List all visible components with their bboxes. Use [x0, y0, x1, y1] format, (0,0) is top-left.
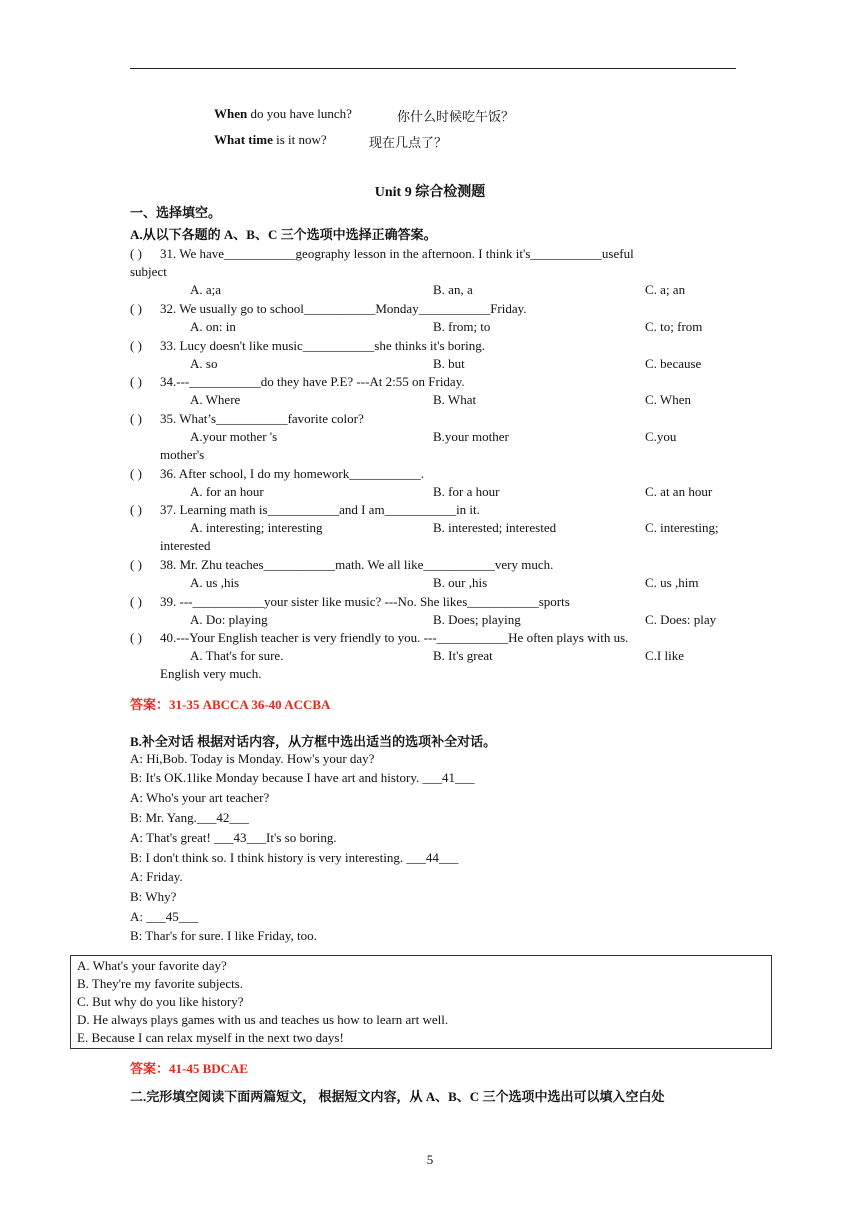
option-c: C.you: [645, 429, 677, 444]
intro-rest: do you have lunch?: [247, 106, 352, 121]
question-stem: 39. ---___________your sister like music? ---No. She likes___________sports: [160, 594, 570, 609]
question-stem: 36. After school, I do my homework___________.: [160, 466, 424, 481]
question-stem: 35. What’s___________favorite color?: [160, 411, 364, 426]
answer-paren: ( ): [130, 466, 142, 481]
intro-chinese: 你什么时候吃午饭？: [397, 109, 515, 124]
answer-paren: ( ): [130, 630, 142, 645]
option-a: A. Do: playing: [190, 612, 268, 627]
option-c: C. at an hour: [645, 484, 713, 499]
answer-paren: ( ): [130, 246, 142, 261]
section-heading-2: 二.完形填空阅读下面两篇短文， 根据短文内容，从 A、B、C 三个选项中选出可以填入空白处: [130, 1089, 665, 1104]
question-stem: 33. Lucy doesn't like music___________she thinks it's boring.: [160, 338, 485, 353]
intro-line-1: [214, 106, 515, 124]
dialogue-line: A: Hi,Bob. Today is Monday. How's your day?: [130, 751, 375, 766]
option-c: C. a; an: [645, 282, 686, 297]
dialogue-line: B: Mr. Yang.___42___: [130, 810, 249, 825]
part-b-heading: B.补全对话 根据对话内容，从方框中选出适当的选项补全对话。: [130, 734, 497, 749]
option-c: C. interesting;: [645, 520, 719, 535]
option-a: A. interesting; interesting: [190, 520, 323, 535]
option-a: A. us ,his: [190, 575, 240, 590]
option-a: A. on: in: [190, 319, 236, 334]
intro-rest: is it now?: [272, 132, 327, 147]
answer-paren: ( ): [130, 502, 142, 517]
dialogue-line: A: Who's your art teacher?: [130, 790, 270, 805]
question-stem-continued: subject: [130, 264, 167, 279]
option-b: B. from; to: [433, 319, 491, 334]
option-a: A. a;a: [190, 282, 222, 297]
intro-chinese: 现在几点了？: [369, 135, 448, 150]
option-c: C.I like: [645, 648, 684, 663]
header-rule: [130, 68, 736, 69]
question-stem: 37. Learning math is___________and I am___________in it.: [160, 502, 480, 517]
option-c: C. Does: play: [645, 612, 717, 627]
question-stem: 40.---Your English teacher is very friendly to you. ---___________He often plays with us.: [160, 630, 629, 645]
dialogue-line: B: I don't think so. I think history is very interesting. ___44___: [130, 850, 459, 865]
dialogue-line: B: Why?: [130, 889, 177, 904]
box-option: C. But why do you like history?: [77, 994, 244, 1009]
option-a: A. for an hour: [190, 484, 264, 499]
box-option: D. He always plays games with us and teaches us how to learn art well.: [77, 1012, 449, 1027]
option-b: B. our ,his: [433, 575, 488, 590]
option-c: C. us ,him: [645, 575, 699, 590]
answer-paren: ( ): [130, 338, 142, 353]
option-c: C. to; from: [645, 319, 703, 334]
intro-line-2: [214, 132, 448, 150]
dialogue-line: A: ___45___: [130, 909, 199, 924]
question-stem: 38. Mr. Zhu teaches___________math. We all like___________very much.: [160, 557, 554, 572]
question-stem: 32. We usually go to school___________Monday___________Friday.: [160, 301, 527, 316]
option-b: B. but: [433, 356, 465, 371]
page-number: 5: [426, 1152, 434, 1167]
dialogue-line: A: Friday.: [130, 869, 183, 884]
option-b: B. for a hour: [433, 484, 500, 499]
answer-paren: ( ): [130, 411, 142, 426]
section-heading-1: 一、选择填空。: [130, 205, 222, 220]
answer-paren: ( ): [130, 557, 142, 572]
answer-key-1: 答案：31-35 ABCCA 36-40 ACCBA: [130, 697, 331, 712]
option-b: B.your mother: [433, 429, 509, 444]
option-a: A. That's for sure.: [190, 648, 284, 663]
option-c-continued: English very much.: [160, 666, 262, 681]
dialogue-line: A: That's great! ___43___It's so boring.: [130, 830, 337, 845]
option-a: A.your mother 's: [190, 429, 278, 444]
option-b: B. an, a: [433, 282, 473, 297]
page-title: Unit 9 综合检测题: [374, 185, 486, 200]
option-c: C. When: [645, 392, 691, 407]
option-c-continued: mother's: [160, 447, 205, 462]
options-box: [70, 955, 772, 1049]
answer-paren: ( ): [130, 374, 142, 389]
option-a: A. Where: [190, 392, 241, 407]
answer-paren: ( ): [130, 594, 142, 609]
question-stem: 34.---___________do they have P.E? ---At 2:55 on Friday.: [160, 374, 465, 389]
question-stem: 31. We have___________geography lesson in the afternoon. I think it's___________useful: [160, 246, 634, 261]
intro-bold: What time: [214, 132, 273, 147]
intro-bold: When: [214, 106, 248, 121]
option-b: B. It's great: [433, 648, 493, 663]
answer-key-2: 答案：41-45 BDCAE: [130, 1061, 249, 1076]
part-a-heading: A.从以下各题的 A、B、C 三个选项中选择正确答案。: [130, 227, 437, 242]
answer-paren: ( ): [130, 301, 142, 316]
option-b: B. interested; interested: [433, 520, 557, 535]
box-option: B. They're my favorite subjects.: [77, 976, 244, 991]
option-c: C. because: [645, 356, 702, 371]
option-a: A. so: [190, 356, 218, 371]
option-b: B. What: [433, 392, 477, 407]
box-option: A. What's your favorite day?: [77, 958, 227, 973]
option-c-continued: interested: [160, 538, 211, 553]
dialogue-line: B: It's OK.1like Monday because I have art and history. ___41___: [130, 770, 475, 785]
box-option: E. Because I can relax myself in the next two days!: [77, 1030, 344, 1045]
option-b: B. Does; playing: [433, 612, 521, 627]
dialogue-line: B: Thar's for sure. I like Friday, too.: [130, 928, 317, 943]
